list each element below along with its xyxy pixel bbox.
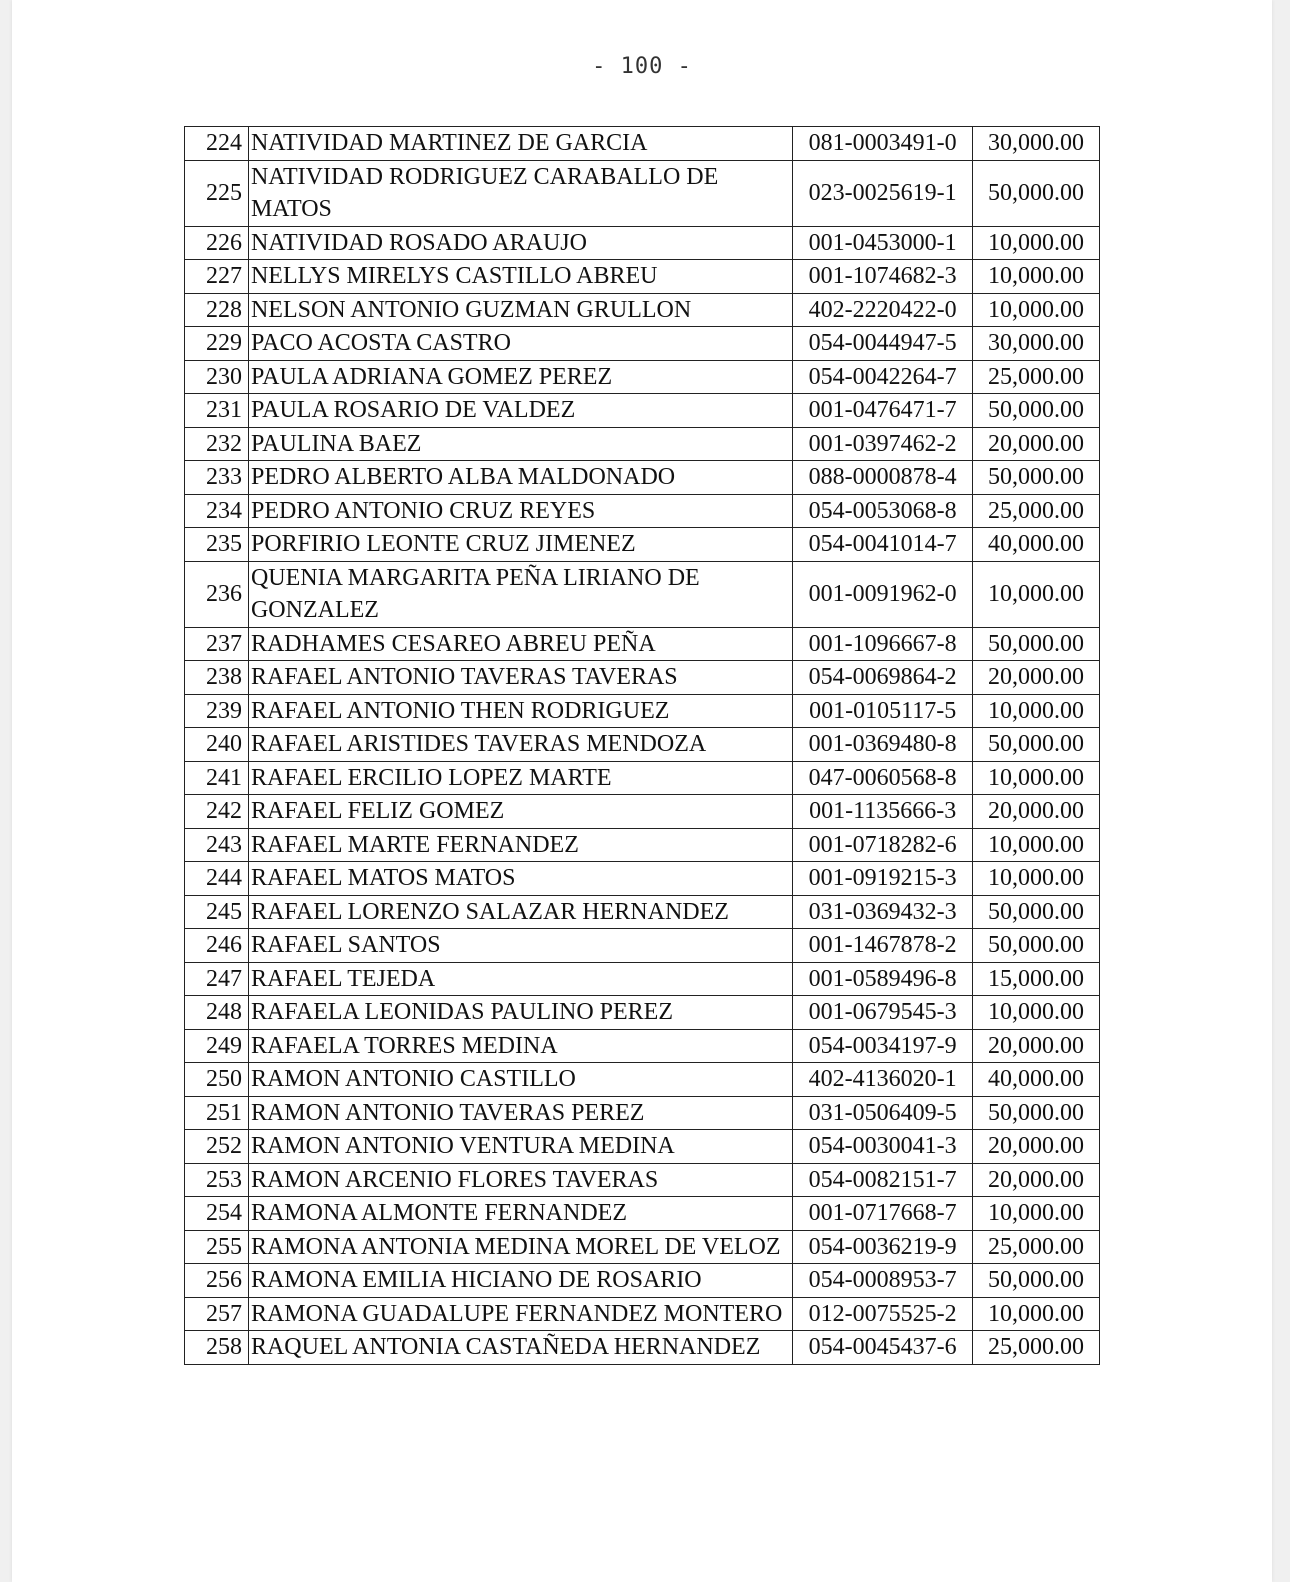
row-number: 226 [185, 226, 249, 260]
amount: 20,000.00 [973, 795, 1100, 829]
id-number: 001-0091962-0 [793, 561, 973, 627]
row-number: 231 [185, 394, 249, 428]
row-number: 252 [185, 1130, 249, 1164]
amount: 10,000.00 [973, 862, 1100, 896]
row-number: 236 [185, 561, 249, 627]
amount: 25,000.00 [973, 1230, 1100, 1264]
row-number: 242 [185, 795, 249, 829]
table-row [185, 895, 1100, 929]
id-number: 001-1135666-3 [793, 795, 973, 829]
table-row [185, 761, 1100, 795]
person-name: RAFAELA TORRES MEDINA [248, 1029, 792, 1063]
row-number: 228 [185, 293, 249, 327]
id-number: 001-1096667-8 [793, 627, 973, 661]
table-row [185, 327, 1100, 361]
person-name: RAFAEL ARISTIDES TAVERAS MENDOZA [248, 728, 792, 762]
table-row [185, 427, 1100, 461]
id-number: 001-0718282-6 [793, 828, 973, 862]
id-number: 402-4136020-1 [793, 1063, 973, 1097]
amount: 10,000.00 [973, 260, 1100, 294]
table-row [185, 226, 1100, 260]
row-number: 248 [185, 996, 249, 1030]
amount: 20,000.00 [973, 1029, 1100, 1063]
table-row [185, 561, 1100, 627]
row-number: 244 [185, 862, 249, 896]
person-name: RAMONA ALMONTE FERNANDEZ [248, 1197, 792, 1231]
row-number: 241 [185, 761, 249, 795]
table-row [185, 394, 1100, 428]
amount: 50,000.00 [973, 1096, 1100, 1130]
amount: 50,000.00 [973, 627, 1100, 661]
id-number: 001-0453000-1 [793, 226, 973, 260]
person-name: RAMON ANTONIO CASTILLO [248, 1063, 792, 1097]
person-name: RAMONA GUADALUPE FERNANDEZ MONTERO [248, 1297, 792, 1331]
row-number: 247 [185, 962, 249, 996]
person-name: RAMON ANTONIO VENTURA MEDINA [248, 1130, 792, 1164]
row-number: 251 [185, 1096, 249, 1130]
person-name: RAFAEL ANTONIO TAVERAS TAVERAS [248, 661, 792, 695]
table-row [185, 260, 1100, 294]
amount: 25,000.00 [973, 494, 1100, 528]
amount: 50,000.00 [973, 895, 1100, 929]
table-body [185, 127, 1100, 1365]
person-name: PORFIRIO LEONTE CRUZ JIMENEZ [248, 528, 792, 562]
amount: 25,000.00 [973, 360, 1100, 394]
person-name: PACO ACOSTA CASTRO [248, 327, 792, 361]
row-number: 250 [185, 1063, 249, 1097]
person-name: PEDRO ALBERTO ALBA MALDONADO [248, 461, 792, 495]
row-number: 255 [185, 1230, 249, 1264]
person-name: RAFAEL ERCILIO LOPEZ MARTE [248, 761, 792, 795]
person-name: NATIVIDAD RODRIGUEZ CARABALLO DE MATOS [248, 160, 792, 226]
id-number: 031-0506409-5 [793, 1096, 973, 1130]
person-name: NATIVIDAD MARTINEZ DE GARCIA [248, 127, 792, 161]
person-name: RAMON ANTONIO TAVERAS PEREZ [248, 1096, 792, 1130]
amount: 10,000.00 [973, 226, 1100, 260]
table-row [185, 360, 1100, 394]
table-row [185, 1163, 1100, 1197]
table-row [185, 160, 1100, 226]
page-number: - 100 - [592, 54, 692, 79]
id-number: 001-0589496-8 [793, 962, 973, 996]
table-row [185, 661, 1100, 695]
person-name: RAFAEL LORENZO SALAZAR HERNANDEZ [248, 895, 792, 929]
amount: 10,000.00 [973, 1297, 1100, 1331]
id-number: 001-0105117-5 [793, 694, 973, 728]
amount: 30,000.00 [973, 127, 1100, 161]
table-row [185, 1297, 1100, 1331]
row-number: 253 [185, 1163, 249, 1197]
id-number: 001-1074682-3 [793, 260, 973, 294]
amount: 50,000.00 [973, 728, 1100, 762]
table-row [185, 728, 1100, 762]
amount: 50,000.00 [973, 160, 1100, 226]
person-name: PAULA ROSARIO DE VALDEZ [248, 394, 792, 428]
table-row [185, 461, 1100, 495]
table-row [185, 494, 1100, 528]
id-number: 081-0003491-0 [793, 127, 973, 161]
table-row [185, 1331, 1100, 1365]
row-number: 225 [185, 160, 249, 226]
amount: 25,000.00 [973, 1331, 1100, 1365]
table-row [185, 1197, 1100, 1231]
row-number: 224 [185, 127, 249, 161]
amount: 40,000.00 [973, 1063, 1100, 1097]
person-name: RAFAEL MATOS MATOS [248, 862, 792, 896]
id-number: 031-0369432-3 [793, 895, 973, 929]
id-number: 001-0476471-7 [793, 394, 973, 428]
person-name: NATIVIDAD ROSADO ARAUJO [248, 226, 792, 260]
amount: 10,000.00 [973, 761, 1100, 795]
id-number: 001-0679545-3 [793, 996, 973, 1030]
row-number: 234 [185, 494, 249, 528]
amount: 20,000.00 [973, 427, 1100, 461]
table-row [185, 996, 1100, 1030]
table-row [185, 1096, 1100, 1130]
person-name: RAMONA ANTONIA MEDINA MOREL DE VELOZ [248, 1230, 792, 1264]
row-number: 227 [185, 260, 249, 294]
id-number: 402-2220422-0 [793, 293, 973, 327]
id-number: 054-0053068-8 [793, 494, 973, 528]
id-number: 001-0919215-3 [793, 862, 973, 896]
id-number: 054-0008953-7 [793, 1264, 973, 1298]
row-number: 232 [185, 427, 249, 461]
row-number: 230 [185, 360, 249, 394]
id-number: 054-0034197-9 [793, 1029, 973, 1063]
table-row [185, 1130, 1100, 1164]
person-name: PEDRO ANTONIO CRUZ REYES [248, 494, 792, 528]
id-number: 054-0030041-3 [793, 1130, 973, 1164]
id-number: 001-0717668-7 [793, 1197, 973, 1231]
id-number: 023-0025619-1 [793, 160, 973, 226]
row-number: 254 [185, 1197, 249, 1231]
person-name: RAFAEL MARTE FERNANDEZ [248, 828, 792, 862]
row-number: 237 [185, 627, 249, 661]
row-number: 235 [185, 528, 249, 562]
id-number: 054-0041014-7 [793, 528, 973, 562]
person-name: RAFAELA LEONIDAS PAULINO PEREZ [248, 996, 792, 1030]
amount: 20,000.00 [973, 1130, 1100, 1164]
table-row [185, 828, 1100, 862]
person-name: RAFAEL SANTOS [248, 929, 792, 963]
row-number: 245 [185, 895, 249, 929]
table-row [185, 694, 1100, 728]
person-name: RAMON ARCENIO FLORES TAVERAS [248, 1163, 792, 1197]
table-row [185, 1264, 1100, 1298]
id-number: 054-0044947-5 [793, 327, 973, 361]
amount: 50,000.00 [973, 929, 1100, 963]
table-row [185, 929, 1100, 963]
id-number: 054-0045437-6 [793, 1331, 973, 1365]
table-row [185, 1063, 1100, 1097]
amount: 10,000.00 [973, 561, 1100, 627]
row-number: 246 [185, 929, 249, 963]
id-number: 054-0036219-9 [793, 1230, 973, 1264]
row-number: 258 [185, 1331, 249, 1365]
person-name: RAFAEL FELIZ GOMEZ [248, 795, 792, 829]
amount: 10,000.00 [973, 828, 1100, 862]
person-name: PAULINA BAEZ [248, 427, 792, 461]
person-name: NELSON ANTONIO GUZMAN GRULLON [248, 293, 792, 327]
person-name: PAULA ADRIANA GOMEZ PEREZ [248, 360, 792, 394]
person-name: RAQUEL ANTONIA CASTAÑEDA HERNANDEZ [248, 1331, 792, 1365]
amount: 10,000.00 [973, 293, 1100, 327]
row-number: 243 [185, 828, 249, 862]
row-number: 229 [185, 327, 249, 361]
table-row [185, 862, 1100, 896]
amount: 15,000.00 [973, 962, 1100, 996]
id-number: 054-0082151-7 [793, 1163, 973, 1197]
amount: 10,000.00 [973, 996, 1100, 1030]
amount: 10,000.00 [973, 1197, 1100, 1231]
id-number: 001-0397462-2 [793, 427, 973, 461]
row-number: 238 [185, 661, 249, 695]
row-number: 233 [185, 461, 249, 495]
table-row [185, 627, 1100, 661]
document-page [12, 0, 1272, 1582]
id-number: 047-0060568-8 [793, 761, 973, 795]
id-number: 088-0000878-4 [793, 461, 973, 495]
amount: 50,000.00 [973, 1264, 1100, 1298]
table-row [185, 127, 1100, 161]
id-number: 054-0069864-2 [793, 661, 973, 695]
amount: 50,000.00 [973, 394, 1100, 428]
amount: 10,000.00 [973, 694, 1100, 728]
table-row [185, 795, 1100, 829]
row-number: 239 [185, 694, 249, 728]
person-name: NELLYS MIRELYS CASTILLO ABREU [248, 260, 792, 294]
table-row [185, 528, 1100, 562]
id-number: 012-0075525-2 [793, 1297, 973, 1331]
row-number: 240 [185, 728, 249, 762]
person-name: RAMONA EMILIA HICIANO DE ROSARIO [248, 1264, 792, 1298]
amount: 40,000.00 [973, 528, 1100, 562]
row-number: 249 [185, 1029, 249, 1063]
person-name: RAFAEL ANTONIO THEN RODRIGUEZ [248, 694, 792, 728]
person-name: RADHAMES CESAREO ABREU PEÑA [248, 627, 792, 661]
amount: 20,000.00 [973, 1163, 1100, 1197]
person-name: QUENIA MARGARITA PEÑA LIRIANO DE GONZALEZ [248, 561, 792, 627]
amount: 30,000.00 [973, 327, 1100, 361]
row-number: 257 [185, 1297, 249, 1331]
person-name: RAFAEL TEJEDA [248, 962, 792, 996]
row-number: 256 [185, 1264, 249, 1298]
id-number: 054-0042264-7 [793, 360, 973, 394]
amount: 20,000.00 [973, 661, 1100, 695]
table-row [185, 962, 1100, 996]
table-row [185, 1230, 1100, 1264]
id-number: 001-1467878-2 [793, 929, 973, 963]
beneficiary-table [184, 126, 1100, 1365]
table-row [185, 1029, 1100, 1063]
table-row [185, 293, 1100, 327]
id-number: 001-0369480-8 [793, 728, 973, 762]
amount: 50,000.00 [973, 461, 1100, 495]
